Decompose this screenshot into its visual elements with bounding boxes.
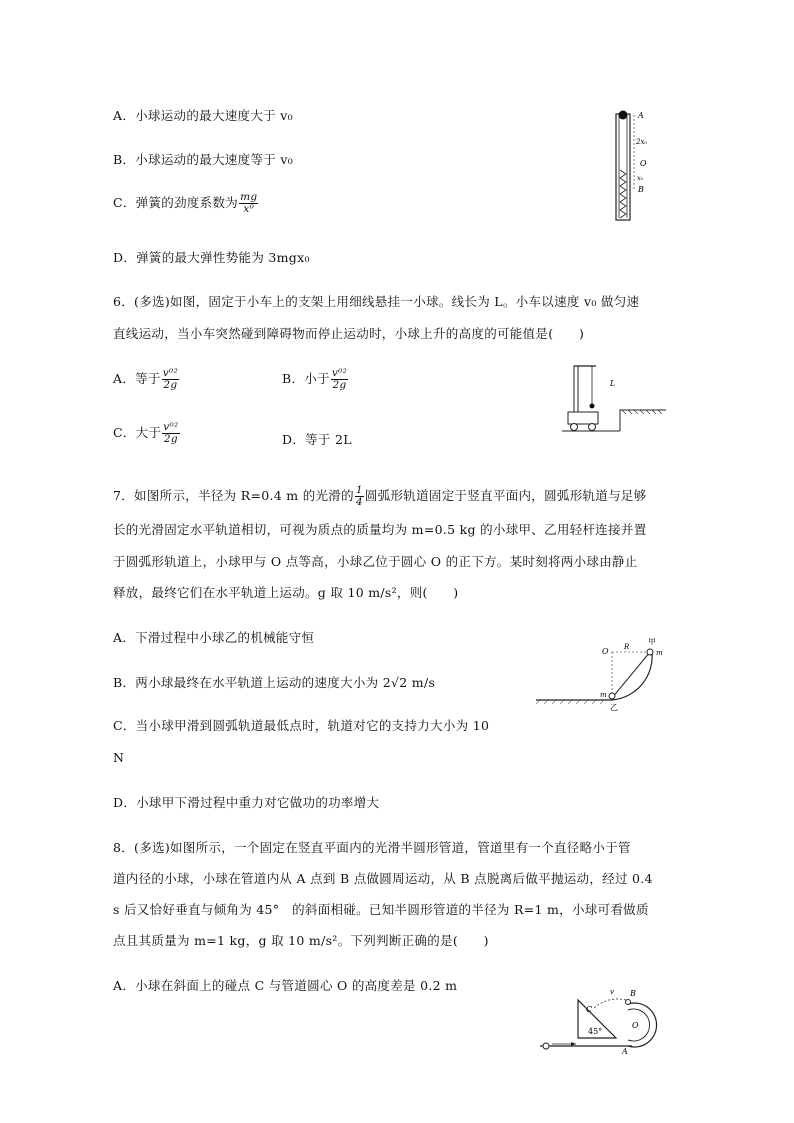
label-x0: x₀ bbox=[637, 174, 644, 182]
q5-option-a: A．小球运动的最大速度大于 v₀ bbox=[113, 108, 293, 123]
label-r: R bbox=[624, 643, 630, 651]
q6-stem-line2: 直线运动，当小车突然碰到障碍物而停止运动时，小球上升的高度的可能值是( ) bbox=[113, 326, 585, 341]
label-l: L bbox=[610, 379, 616, 388]
q7-stem-line4: 释放，最终它们在水平轨道上运动。g 取 10 m/s²，则( ) bbox=[113, 585, 459, 600]
label-o: O bbox=[640, 159, 647, 168]
q6-option-c-text: C．大于 bbox=[113, 425, 162, 441]
ball-yi bbox=[609, 693, 615, 699]
q7-option-c-line2: N bbox=[113, 750, 125, 765]
fraction-denominator: 4 bbox=[355, 496, 363, 509]
q7-option-c-line1: C．当小球甲滑到圆弧轨道最低点时，轨道对它的支持力大小为 10 bbox=[113, 718, 490, 733]
q5-option-c bbox=[113, 192, 259, 215]
support-post bbox=[574, 366, 578, 412]
q7-stem-line2: 长的光滑固定水平轨道相切，可视为质点的质量均为 m=0.5 kg 的小球甲、乙用轻杆连接并置 bbox=[113, 522, 647, 537]
q6-option-b bbox=[282, 368, 349, 391]
q5-option-d: D．弹簧的最大弹性势能为 3mgx₀ bbox=[113, 250, 310, 265]
label-2x0: 2x₀ bbox=[636, 138, 648, 146]
label-o: O bbox=[602, 647, 609, 656]
fraction-denominator: 2g bbox=[163, 433, 178, 446]
fraction-numerator: v⁰² bbox=[331, 367, 348, 379]
wheel-left bbox=[571, 424, 578, 431]
wheel-right bbox=[589, 424, 596, 431]
ball-jia bbox=[647, 649, 653, 655]
q7-option-b: B．两小球最终在水平轨道上运动的速度大小为 2√2 m/s bbox=[113, 675, 436, 690]
fraction-numerator: mg bbox=[240, 191, 258, 203]
ground-hatching bbox=[622, 410, 662, 414]
label-yi: 乙 bbox=[610, 703, 618, 712]
q7-quarter-fraction bbox=[355, 485, 364, 508]
q6-cart-pendulum-figure bbox=[560, 360, 670, 436]
q6-option-b-fraction bbox=[331, 368, 348, 391]
label-v: v bbox=[610, 988, 614, 996]
label-angle: 45° bbox=[588, 1027, 603, 1036]
q7-stem-text-b: 圆弧形轨道固定于竖直平面内，圆弧形轨道与足够 bbox=[364, 488, 647, 504]
q6-option-b-text: B．小于 bbox=[282, 371, 330, 387]
fraction-numerator: v⁰² bbox=[162, 367, 178, 379]
fraction-numerator: v⁰² bbox=[163, 421, 179, 433]
q7-stem-line3: 于圆弧形轨道上，小球甲与 O 点等高，小球乙位于圆心 O 的正下方。某时刻将两小球由静止 bbox=[113, 554, 638, 569]
trajectory bbox=[594, 999, 626, 1008]
q8-stem-line3: s 后又恰好垂直与倾角为 45° 的斜面相碰。已知半圆形管道的半径为 R=1 m，小球可看做质 bbox=[113, 902, 649, 917]
q7-option-d: D．小球甲下滑过程中重力对它做功的功率增大 bbox=[113, 795, 380, 810]
q6-option-a-text: A．等于 bbox=[113, 371, 161, 387]
q8-pipe-incline-figure bbox=[536, 978, 676, 1056]
q7-stem-text-a: 7．如图所示，半径为 R=0.4 m 的光滑的 bbox=[113, 488, 354, 504]
q8-option-a: A．小球在斜面上的碰点 C 与管道圆心 O 的高度差是 0.2 m bbox=[113, 978, 458, 993]
label-m-yi: m bbox=[600, 691, 607, 699]
q7-arc-track-figure bbox=[532, 638, 664, 714]
q6-option-c bbox=[113, 422, 181, 445]
ball-b bbox=[626, 1000, 631, 1005]
label-b: B bbox=[630, 989, 636, 998]
q8-stem-line1: 8．(多选)如图所示，一个固定在竖直平面内的光滑半圆形管道，管道里有一个直径略小于管 bbox=[113, 840, 631, 855]
q5-spring-tube-figure bbox=[600, 106, 670, 222]
spring bbox=[620, 170, 626, 218]
ball-start bbox=[543, 1043, 549, 1049]
connecting-rod bbox=[612, 652, 650, 698]
q7-stem-line1 bbox=[113, 485, 647, 508]
q6-stem-line1: 6．(多选)如图，固定于小车上的支架上用细线悬挂一小球。线长为 L。小车以速度 v₀ 做匀速 bbox=[113, 294, 640, 309]
q6-option-d: D．等于 2L bbox=[282, 432, 352, 447]
q6-option-a-fraction bbox=[162, 368, 179, 391]
q6-option-c-fraction bbox=[162, 422, 179, 445]
q8-stem-line4: 点且其质量为 m=1 kg，g 取 10 m/s²。下列判断正确的是( ) bbox=[113, 933, 489, 948]
label-jia: 甲 bbox=[648, 638, 656, 646]
q5-option-c-fraction bbox=[239, 192, 258, 215]
quarter-arc-track bbox=[612, 652, 652, 700]
label-a: A bbox=[638, 111, 644, 120]
label-a: A bbox=[622, 1047, 628, 1056]
pendulum-ball bbox=[590, 404, 595, 409]
q8-stem-line2: 道内径的小球，小球在管道内从 A 点到 B 点做圆周运动，从 B 点脱离后做平抛运动，经过 0.4 bbox=[113, 871, 653, 886]
ball bbox=[619, 111, 628, 120]
label-b: B bbox=[638, 185, 644, 194]
cart-body bbox=[568, 412, 598, 424]
fraction-denominator: x⁰ bbox=[243, 203, 255, 216]
label-c: C bbox=[586, 1005, 593, 1014]
fraction-denominator: 2g bbox=[163, 379, 178, 392]
fraction-numerator: 1 bbox=[355, 484, 363, 496]
fraction-denominator: 2g bbox=[332, 379, 347, 392]
q6-option-a bbox=[113, 368, 180, 391]
q5-option-c-text: C．弹簧的劲度系数为 bbox=[113, 195, 239, 211]
label-m-jia: m bbox=[656, 649, 663, 657]
label-o: O bbox=[632, 1021, 639, 1030]
q5-option-b: B．小球运动的最大速度等于 v₀ bbox=[113, 152, 294, 167]
q7-option-a: A．下滑过程中小球乙的机械能守恒 bbox=[113, 630, 315, 645]
